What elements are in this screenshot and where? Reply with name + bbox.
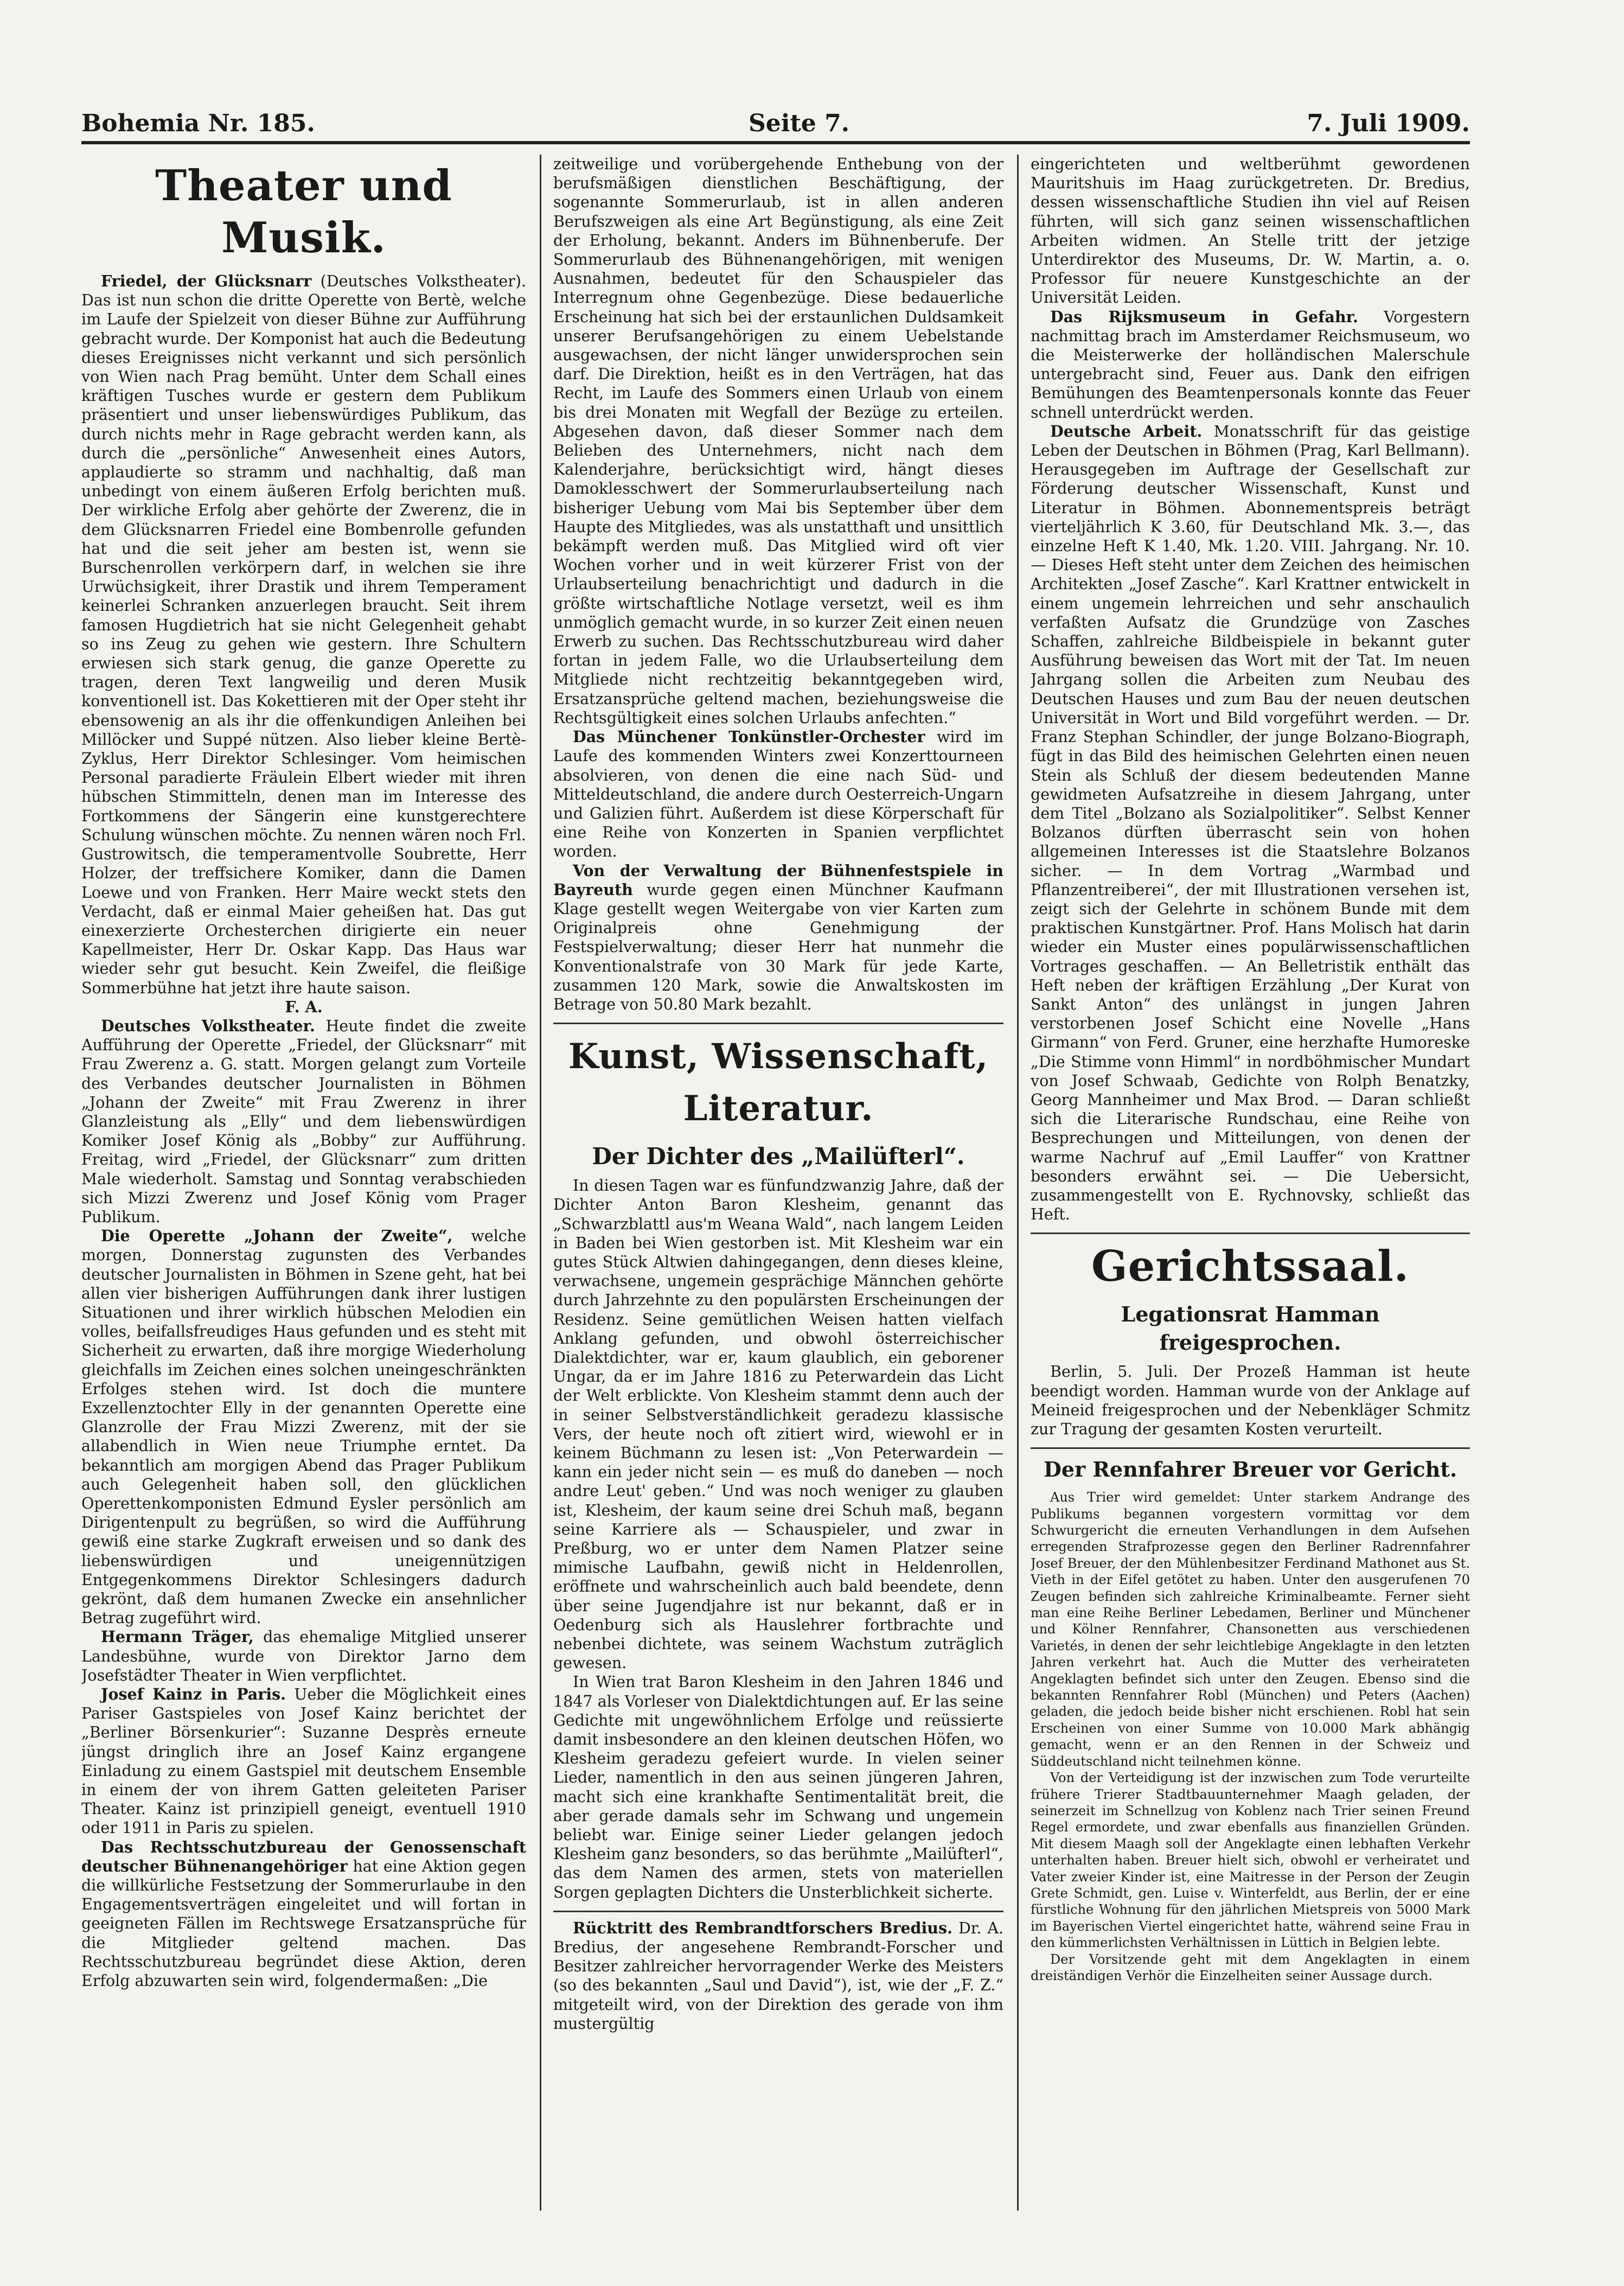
article-tonkuenstler xyxy=(553,727,1003,861)
column-3 xyxy=(1031,155,1470,2211)
article-bayreuth xyxy=(553,861,1003,1014)
article-title-breuer: Der Rennfahrer Breuer vor Gericht. xyxy=(1043,1457,1457,1482)
article-bredius-cont: eingerichteten und weltberühmt gewordenen Mauritshuis im Haag zurückgetreten. Dr. Bredius, dessen wissenschaftliche Studien ihn viel auf Reisen führten, will sich ganz seinen wissenschaftlichen Arbeiten widmen. An Stelle tritt der jetzige Unterdirektor des Museums, Dr. W. Martin, a. o. Professor für neuere Kunstgeschichte an der Universität Leiden. xyxy=(1031,155,1470,307)
column-divider xyxy=(540,155,541,2211)
section-title-theater: Theater und Musik. xyxy=(155,161,452,263)
article-body: wurde gegen einen Münchner Kaufmann Klage gestellt wegen Weitergabe von vier Karten zum Originalpreis ohne Genehmigung der Festspielverwaltung; dieser Herr hat nunmehr die Konventionalstrafe von 30 Mark für jede Karte, zusammen 120 Mark, sowie die Anwaltskosten im Betrage von 50.80 Mark bezahlt. xyxy=(553,880,1003,1013)
article-lead: Deutsche Arbeit. xyxy=(1050,422,1203,440)
article-body: Vorgestern nachmittag brach im Amsterdamer Reichsmuseum, wo die Meisterwerke der holländischen Malerschule untergebracht sind, Feuer aus. Dank den eifrigen Bemühungen des Beamtenpersonals konnte das Feuer schnell unterdrückt werden. xyxy=(1031,308,1470,422)
article-title-hamman: Legationsrat Hamman freigesprochen. xyxy=(1121,1302,1380,1355)
article-lead: Das Rijksmuseum in Gefahr. xyxy=(1050,307,1358,326)
column-2 xyxy=(553,155,1003,2211)
article-rule xyxy=(553,1911,1003,1912)
article-hamman: Berlin, 5. Juli. Der Prozeß Hamman ist heute beendigt worden. Hamman wurde von der Anklage auf Meineid freigesprochen und der Nebenkläger Schmitz zur Tragung der gesamten Kosten verurteilt. xyxy=(1031,1363,1470,1438)
masthead-issue: Bohemia Nr. 185. xyxy=(81,110,315,137)
article-lead: Hermann Träger, xyxy=(101,1627,254,1646)
article-breuer-2: Von der Verteidigung ist der inzwischen zum Tode verurteilte frühere Trierer Stadtbauunternehmer Maagh geladen, der seinerzeit im Schnellzug von Koblenz nach Trier seinen Freund Regel ermordete, und zwar ebenfalls aus finanziellen Gründen. Mit diesem Maagh soll der Angeklagte einen lebhaften Verkehr unterhalten haben. Breuer hielt sich, obwohl er verheiratet und Vater zweier Kinder ist, eine Maitresse in der Person der Zeugin Grete Schmidt, gen. Luise v. Winterfeldt, aus Berlin, der er eine fürstliche Wohnung für den jährlichen Mietspreis von 5000 Mark im Bayerischen Viertel eingerichtet hatte, während seine Frau in den kümmerlichsten Verhältnissen in Lüttich in Belgien lebte. xyxy=(1031,1770,1470,1951)
article-rechtsschutz xyxy=(81,1838,526,1991)
article-kainz xyxy=(81,1685,526,1838)
article-lead: Rücktritt des Rembrandtforschers Bredius. xyxy=(573,1918,952,1937)
article-body: welche morgen, Donnerstag zugunsten des Verbandes deutscher Journalisten in Böhmen in Szene geht, hat bei allen vier bisherigen Aufführungen dank ihrer lustigen Situationen und ihrer wirklich hübschen Melodien ein volles, beifallsfreudiges Haus gefunden und es steht mit Sicherheit zu erwarten, daß ihre morgige Wiederholung gleichfalls im Zeichen eines solchen uneingeschränkten Erfolges stehen wird. Ist doch die muntere Exzellenztochter Elly in der genannten Operette eine Glanzrolle der Frau Mizzi Zwerenz, mit der sie allabendlich in Wien neue Triumphe erntet. Da bekanntlich am morgigen Abend das Prager Publikum auch Gelegenheit haben soll, den glücklichen Operettenkomponisten Edmund Eysler persönlich am Dirigentenpult zu begrüßen, so wird die Aufführung gewiß eine starke Zugkraft erweisen und so dank des liebenswürdigen und uneigennützigen Entgegenkommens Direktor Schlesingers dadurch gekrönt, daß dem humanen Zwecke ein ansehnlicher Betrag zugeführt wird. xyxy=(81,1227,526,1627)
newspaper-page xyxy=(81,103,1470,2219)
article-breuer-3: Der Vorsitzende geht mit dem Angeklagten in einem dreiständigen Verhör die Einzelheiten seiner Aussage durch. xyxy=(1031,1951,1470,1983)
article-breuer: Aus Trier wird gemeldet: Unter starkem Andrange des Publikums begannen vorgestern vormittag vor dem Schwurgericht die erneuten Verhandlungen in dem Aufsehen erregenden Strafprozesse gegen den Berliner Radrennfahrer Josef Breuer, der den Mühlenbesitzer Ferdinand Mathonet aus St. Vieth in der Eifel getötet zu haben. Unter den ausgerufenen 70 Zeugen befinden sich zahlreiche Kriminalbeamte. Ferner sieht man eine Reihe Berliner Lebedamen, Berliner und Münchener und Kölner Rennfahrer, Chansonetten aus verschiedenen Varietés, in denen der sehr leichtlebige Angeklagte in den letzten Jahren verkehrt hat. Auch die Mutter des verheirateten Angeklagten befindet sich unter den Zeugen. Ebenso sind die bekannten Rennfahrer Robl (München) und Peters (Aachen) geladen, die jedoch beide bisher nicht erschienen. Robl hat sein Erscheinen von einer Summe von 10.000 Mark abhängig gemacht, wenn er an den Rennen in der Schweiz und Süddeutschland nicht teilnehmen könne. xyxy=(1031,1490,1470,1769)
article-deutsche-arbeit xyxy=(1031,422,1470,1224)
section-title-kunst: Kunst, Wissenschaft, Literatur. xyxy=(568,1036,989,1129)
article-lead: Friedel, der Glücksnarr xyxy=(101,272,312,290)
article-johann xyxy=(81,1227,526,1627)
section-title-gerichtssaal: Gerichtssaal. xyxy=(1091,1242,1409,1292)
article-rijksmuseum xyxy=(1031,308,1470,422)
section-rule xyxy=(1031,1233,1470,1234)
article-body: Monatsschrift für das geistige Leben der Deutschen in Böhmen (Prag, Karl Bellmann). Herausgegeben im Auftrage der Gesellschaft zur Förderung deutscher Wissenschaft, Kunst und Literatur in Böhmen. Abonnementspreis beträgt vierteljährlich K 3.60, für Deutschland Mk. 3.—, das einzelne Heft K 1.40, Mk. 1.20. VIII. Jahrgang. Nr. 10. — Dieses Heft steht unter dem Zeichen des heimischen Architekten „Josef Zasche“. Karl Krattner entwickelt in einem ungemein lehrreichen und sehr anschaulich verfaßten Aufsatz die Grundzüge von Zasches Schaffen, zahlreiche Bildbeispiele in bekannt guter Ausführung beweisen das Wort mit der Tat. Im neuen Jahrgang sollen die Arbeiten zum Neubau des Deutschen Hauses und zum Bau der neuen deutschen Universität in Wort und Bild vorgeführt werden. — Dr. Franz Stephan Schindler, der junge Bolzano-Biograph, fügt in das Bild des heimischen Gelehrten einen neuen Stein als Schluß der diesem bedeutenden Manne gewidmeten Aufsatzreihe in diesem Jahrgang, unter dem Titel „Bolzano als Sozialpolitiker“. Selbst Kenner Bolzanos dürften überrascht sein von hohen allgemeinen Interesses ist die Staatslehre Bolzanos sicher. — In dem Vortrag „Warmbad und Pflanzentreiberei“, der mit Illustrationen versehen ist, zeigt sich der Gelehrte in schönem Bunde mit dem praktischen Kunstgärtner. Prof. Hans Molisch hat darin wieder ein Muster eines populärwissenschaftlichen Vortrages geschaffen. — An Belletristik enthält das Heft neben der kräftigen Erzählung „Der Kurat von Sankt Anton“ des unlängst in jungen Jahren verstorbenen Josef Schicht eine Novelle „Hans Girmann“ von Ferd. Gruner, eine herzhafte Humoreske „Die Stimme vonn Himml“ in nordböhmischer Mundart von Josef Schwaab, Gedichte von Rolph Benatzky, Georg Mannheimer und Max Brod. — Daran schließt sich die Literarische Rundschau, eine Reihe von Besprechungen und Mitteilungen, von denen der warme Nachruf auf „Emil Lauffer“ von Krattner besonders erwähnt sei. — Die Uebersicht, zusammengestellt von E. Rychnovsky, schließt das Heft. xyxy=(1031,422,1470,1224)
article-lead: Das Münchener Tonkünstler-Orchester xyxy=(573,727,925,746)
page-header xyxy=(81,103,1470,144)
article-volkstheater xyxy=(81,1017,526,1227)
article-body: Dr. A. Bredius, der angesehene Rembrandt-Forscher und Besitzer zahlreicher hervorragender Werke des Meisters (so des bekannten „Saul und David“), ist, wie der „F. Z.“ mitgeteilt wird, von der Direktion des gerade von ihm mustergültig xyxy=(553,1919,1003,2033)
article-body: hat eine Aktion gegen die willkürliche Festsetzung der Sommerurlaube in den Engagementsverträgen eingeleitet und will fortan in geeigneten Fällen im Rechtswege Ersatzansprüche für die Mitglieder geltend machen. Das Rechtsschutzbureau begründet diese Aktion, deren Erfolg abzuwarten sein wird, folgendermaßen: „Die xyxy=(81,1857,526,1990)
article-body: Heute findet die zweite Aufführung der Operette „Friedel, der Glücksnarr“ mit Frau Zwerenz a. G. statt. Morgen gelangt zum Vorteile des Verbandes deutscher Journalisten in Böhmen „Johann der Zweite“ mit Frau Zwerenz in ihrer Glanzleistung als „Elly“ und dem liebenswürdigen Komiker Josef König als „Bobby“ zur Aufführung. Freitag, wird „Friedel, der Glücksnarr“ zum dritten Male wiederholt. Samstag und Sonntag verabschieden sich Mizzi Zwerenz und Josef König vom Prager Publikum. xyxy=(81,1017,526,1226)
column-divider xyxy=(1017,155,1019,2211)
article-klesheim: In diesen Tagen war es fünfundzwanzig Jahre, daß der Dichter Anton Baron Klesheim, genannt das „Schwarzblattl aus'm Weana Wald“, nach langem Leiden in Baden bei Wien gestorben ist. Mit Klesheim war ein gutes Stück Altwien dahingegangen, denn dieses kleine, verwachsene, ungemein gesprächige Männchen gehörte durch Jahrzehnte zu den populärsten Erscheinungen der Residenz. Seine gemütlichen Weisen hatten vielfach Anklang gefunden, und obwohl österreichischer Dialektdichter, war er, kaum glaublich, ein geborener Ungar, da er im Jahre 1816 zu Peterwardein das Licht der Welt erblickte. Von Klesheim stammt denn auch der in seiner Selbstverständlichkeit geradezu klassische Vers, der heute noch oft zitiert wird, wiewohl er in keinem Büchmann zu lesen ist: „Von Peterwardein — kann ein jeder nicht sein — es muß do daneben — noch andre Leut' geben.“ Und was noch weniger zu glauben ist, Klesheim, der kaum seine drei Schuh maß, begann seine Karriere als — Schauspieler, und zwar in Preßburg, wo er unter dem Namen Platzer seine mimische Laufbahn, gewiß nicht in Heldenrollen, eröffnete und wahrscheinlich auch bald beendete, denn über seine Jugendjahre ist nur bekannt, daß er in Oedenburg sich als Hauslehrer fortbrachte und nebenbei dichtete, was seinem Wachstum zuträglich gewesen. xyxy=(553,1177,1003,1672)
article-body: Ueber die Möglichkeit eines Pariser Gastspieles von Josef Kainz berichtet der „Berliner Börsenkurier“: Suzanne Desprès erneute jüngst dringlich ihre an Josef Kainz ergangene Einladung zu einem Gastspiel mit deutschem Ensemble in einem der von ihrem Gatten geleiteten Pariser Theater. Kainz ist prinzipiell geneigt, eventuell 1910 oder 1911 in Paris zu spielen. xyxy=(81,1685,526,1837)
column-1 xyxy=(81,155,526,2211)
article-bredius xyxy=(553,1919,1003,2033)
section-rule xyxy=(553,1023,1003,1024)
author-signature: F. A. xyxy=(285,997,323,1016)
issue-date: 7. Juli 1909. xyxy=(1307,110,1470,137)
article-lead: Von der Verwaltung der Bühnenfestspiele in Bayreuth xyxy=(553,861,1003,899)
article-title-mailuefterl: Der Dichter des „Mailüfterl“. xyxy=(592,1143,965,1170)
article-body: wird im Laufe des kommenden Winters zwei Konzerttourneen absolvieren, von denen die eine nach Süd- und Mitteldeutschland, die andere durch Oesterreich-Ungarn und Galizien führt. Außerdem ist diese Körperschaft für eine Reihe von Konzerten in Spanien verpflichtet worden. xyxy=(553,728,1003,861)
article-body: (Deutsches Volkstheater). Das ist nun schon die dritte Operette von Bertè, welche im Laufe der Spielzeit von dieser Bühne zur Aufführung gebracht wurde. Der Komponist hat auch die Bedeutung dieses Ereignisses nicht verkannt und sich persönlich von Wien nach Prag bemüht. Unter dem Schall eines kräftigen Tusches wurde er gestern dem Publikum präsentiert und unser liebenswürdiges Publikum, das durch nichts mehr in Rage gebracht werden kann, als durch die „persönliche“ Anwesenheit eines Autors, applaudierte so stramm und nachhaltig, daß man unbedingt von einem äußeren Erfolg berichten muß. Der wirkliche Erfolg aber gehörte der Zwerenz, die in dem Glücksnarren Friedel eine Bombenrolle gefunden hat und die seit jeher am besten ist, wenn sie Burschenrollen verkörpern darf, in welchen sie ihre Urwüchsigkeit, ihrer Drastik und ihrem Temperament keinerlei Schranken anzuerlegen braucht. Seit ihrem famosen Hugdietrich hat sie nicht Gelegenheit gehabt so ins Zeug zu gehen wie gestern. Ihre Schultern erwiesen sich stark genug, die ganze Operette zu tragen, deren Text langweilig und deren Musik konventionell ist. Das Kokettieren mit der Oper steht ihr ebensowenig an als ihr die offenkundigen Anleihen bei Millöcker und Suppé nützen. Also lieber kleine Bertè-Zyklus, Herr Direktor Schlesinger. Vom heimischen Personal paradierte Fräulein Elbert wieder mit ihren hübschen Stimmitteln, denen man im Interesse des Fortkommens der Sängerin eine kunstgerechtere Schulung wünschen möchte. Zu nennen wären noch Frl. Gustrowitsch, die temperamentvolle Soubrette, Herr Holzer, der treffsichere Komiker, dann die Damen Loewe und von Franken. Herr Maire weckt stets den Verdacht, daß er einmal Maier geheißen hat. Das gut einexerzierte Orchesterchen dirigierte ein neuer Kapellmeister, Herr Dr. Oskar Kapp. Das Haus war wieder sehr gut besucht. Kein Zweifel, die fleißige Sommerbühne hat jetzt ihre haute saison. xyxy=(81,272,526,997)
article-klesheim-2: In Wien trat Baron Klesheim in den Jahren 1846 und 1847 als Vorleser von Dialektdichtungen auf. Er las seine Gedichte mit ungewöhnlichem Erfolge und reüssierte damit insbesondere an den kleinen deutschen Höfen, wo Klesheim geradezu gefeiert wurde. In vielen seiner Lieder, namentlich in den aus seinen jüngeren Jahren, macht sich eine krankhafte Sentimentalität breit, die aber gerade damals sehr im Schwang und ungemein beliebt war. Einige seiner Lieder gelangen jedoch Klesheim ganz besonders, so das berühmte „Mailüfterl“, das dem Namen des armen, stets von materiellen Sorgen geplagten Dichters die Unsterblichkeit sicherte. xyxy=(553,1673,1003,1901)
article-rechtsschutz-cont: zeitweilige und vorübergehende Enthebung von der berufsmäßigen dienstlichen Beschäftigung, der sogenannte Sommerurlaub, ist in allen anderen Berufszweigen als eine Art Begünstigung, als eine Zeit der Erholung, bekannt. Anders im Bühnenberufe. Der Sommerurlaub des Bühnenangehörigen, mit wenigen Ausnahmen, bedeutet für den Schauspieler das Interregnum ohne Gegenbezüge. Diese bedauerliche Erscheinung hat sich bei der erstaunlichen Duldsamkeit unserer Berufsangehörigen zu einem Uebelstande ausgewachsen, der nicht länger unwidersprochen sein darf. Die Direktion, heißt es in den Verträgen, hat das Recht, im Laufe des Sommers einen Urlaub von einem bis drei Monaten mit Wegfall der Bezüge zu erteilen. Abgesehen davon, daß dieser Sommer nach dem Belieben des Unternehmers, nicht nach dem Kalenderjahre, berücksichtigt wird, hängt dieses Damoklesschwert der Sommerurlaubserteilung nach bisheriger Uebung vom Mai bis September über dem Haupte des Mitgliedes, was als unstatthaft und unsittlich bekämpft werden muß. Das Mitglied wird oft vier Wochen vorher und in weit kürzerer Frist von der Urlaubserteilung benachrichtigt und dadurch in die größte wirtschaftliche Notlage versetzt, weil es ihm unmöglich gemacht wurde, in so kurzer Zeit einen neuen Erwerb zu suchen. Das Rechtsschutzbureau wird daher fortan in jedem Falle, wo die Urlaubserteilung dem Mitgliede nicht rechtzeitig bekanntgegeben wird, Ersatzansprüche geltend machen, beziehungsweise die Rechtsgültigkeit eines solchen Urlaubs anfechten.“ xyxy=(553,155,1003,727)
article-traeger xyxy=(81,1627,526,1685)
article-lead: Das Rechtsschutzbureau der Genossenschaft deutscher Bühnenangehöriger xyxy=(81,1837,526,1875)
article-lead: Josef Kainz in Paris. xyxy=(101,1685,286,1704)
page-number: Seite 7. xyxy=(749,110,850,137)
article-friedel xyxy=(81,272,526,998)
article-rule xyxy=(1031,1447,1470,1449)
article-lead: Die Operette „Johann der Zweite“, xyxy=(101,1227,453,1246)
article-lead: Deutsches Volkstheater. xyxy=(101,1016,315,1035)
article-body: das ehemalige Mitglied unserer Landesbühne, wurde von Direktor Jarno dem Josefstädter Theater in Wien verpflichtet. xyxy=(81,1628,526,1684)
